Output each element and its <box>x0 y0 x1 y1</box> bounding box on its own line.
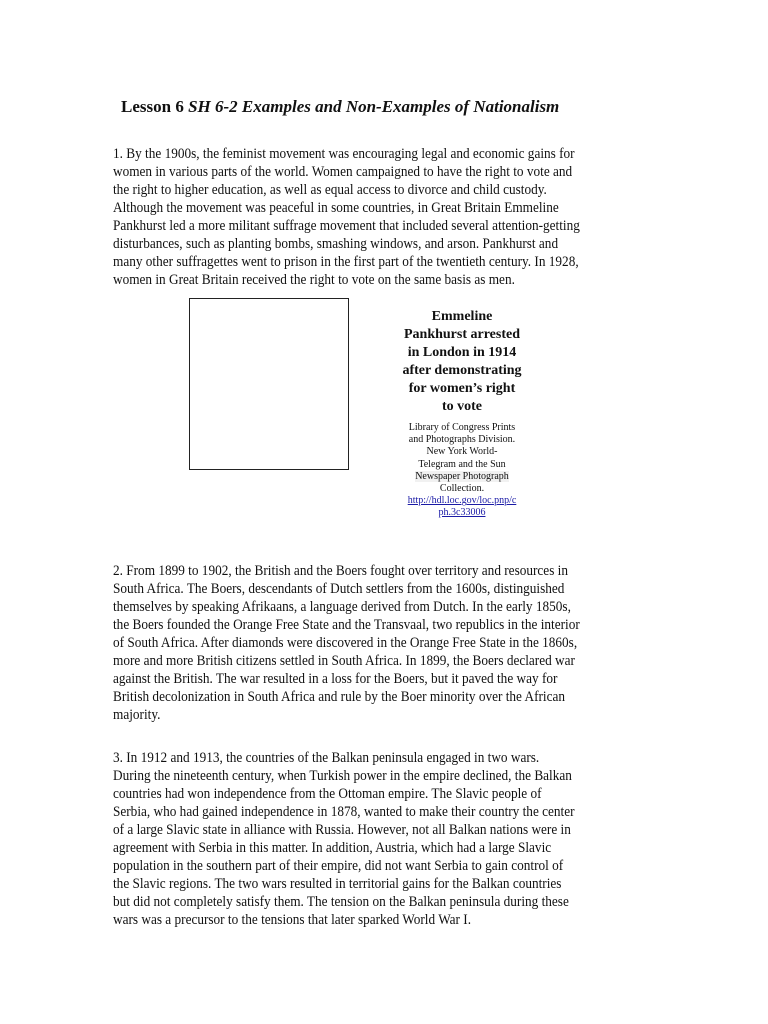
credit-text-c: Collection. <box>439 483 485 495</box>
photo-placeholder <box>189 298 349 470</box>
lesson-heading <box>121 97 559 117</box>
lesson-heading-prefix: Lesson 6 <box>121 97 189 116</box>
caption-title: Emmeline Pankhurst arrested in London in 1914 after demonstrating for women’s right to vote <box>402 309 522 414</box>
figure-caption <box>374 308 550 520</box>
lesson-heading-title: SH 6-2 Examples and Non-Examples of Nationalism <box>188 97 560 116</box>
caption-credit <box>374 422 550 495</box>
credit-text-a: Library of Congress Prints and Photographs Division. New York World- Telegram and the Sun <box>408 422 516 470</box>
paragraph-3: 3. In 1912 and 1913, the countries of the Balkan peninsula engaged in two wars. During the nineteenth century, when Turkish power in the empire declined, the Balkan countries had won independence from the Ottoman empire. The Slavic people of Serbia, who had gained independence in 1878, wanted to make their country the center of a large Slavic state in alliance with Russia. However, not all Balkan nations were in agreement with Serbia in this matter. In addition, Austria, which had a large Slavic population in the southern part of their empire, did not want Serbia to gain control of the Slavic regions. The two wars resulted in territorial gains for the Balkan countries but did not completely satisfy them. The tension on the Balkan peninsula during these wars was a precursor to the tensions that later sparked World War I. <box>113 750 575 928</box>
credit-text-b: Newspaper Photograph <box>415 470 509 482</box>
paragraph-1: 1. By the 1900s, the feminist movement was encouraging legal and economic gains for women in various parts of the world. Women campaigned to have the right to vote and the right to higher education, as well as equal access to divorce and child custody. Although the movement was peaceful in some countries, in Great Britain Emmeline Pankhurst led a more militant suffrage movement that included several attention-getting disturbances, such as planting bombs, smashing windows, and arson. Pankhurst and many other suffragettes went to prison in the first part of the twentieth century. In 1928, women in Great Britain received the right to vote on the same basis as men. <box>113 146 580 288</box>
source-link[interactable]: http://hdl.loc.gov/loc.pnp/c ph.3c33006 <box>407 495 517 519</box>
paragraph-2: 2. From 1899 to 1902, the British and the Boers fought over territory and resources in South Africa. The Boers, descendants of Dutch settlers from the 1600s, distinguished themselves by speaking Afrikaans, a language derived from Dutch. In the early 1850s, the Boers founded the Orange Free State and the Transvaal, two republics in the interior of South Africa. After diamonds were discovered in the Orange Free State in the 1860s, more and more British citizens settled in South Africa. In 1899, the Boers declared war against the British. The war resulted in a loss for the Boers, but it paved the way for British decolonization in South Africa and rule by the Boer minority over the African majority. <box>113 563 580 723</box>
